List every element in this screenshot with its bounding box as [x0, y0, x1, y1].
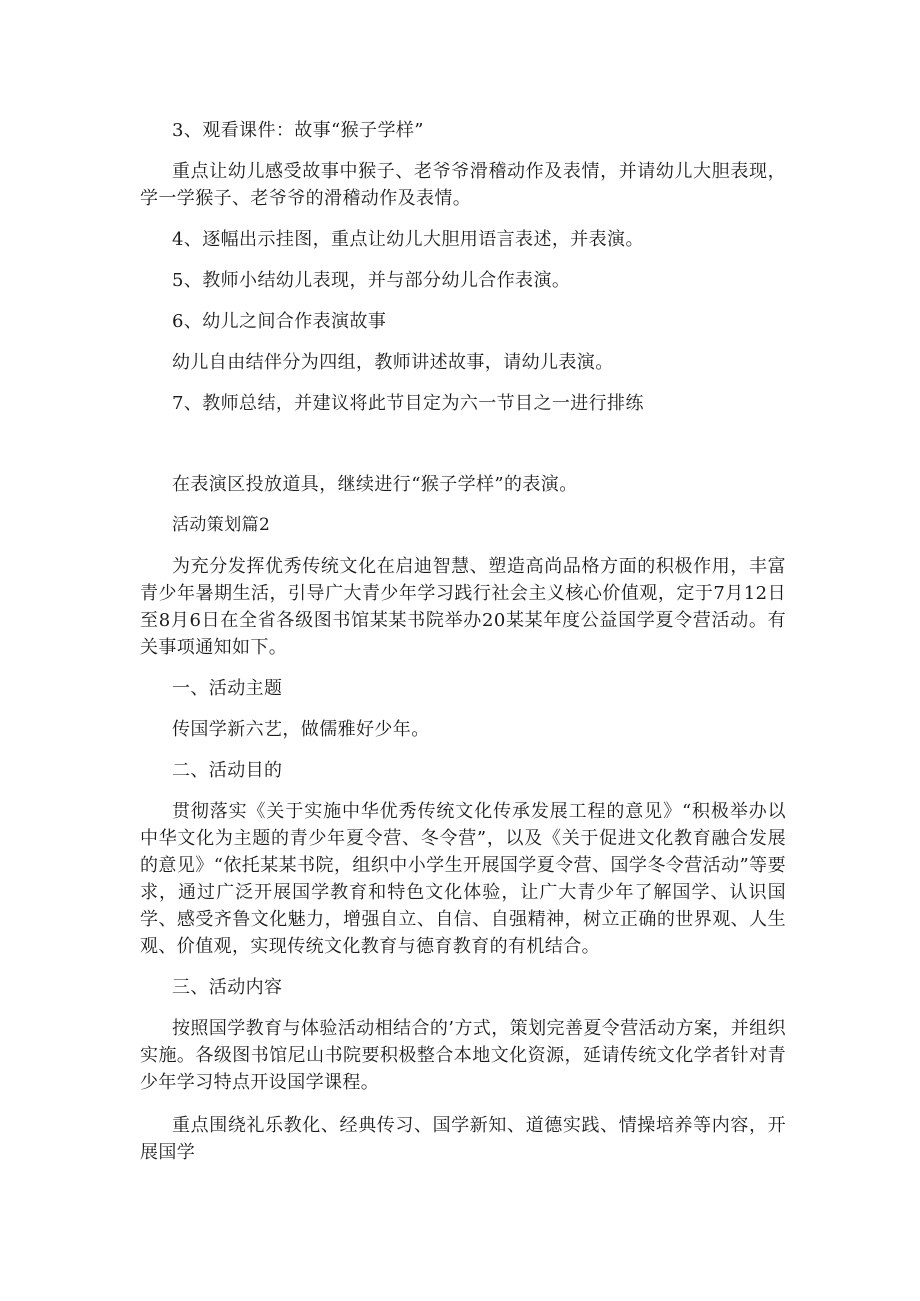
document-body [140, 117, 786, 1166]
step-7: 7、教师总结，并建议将此节目定为六一节目之一进行排练 [172, 393, 644, 414]
heading-theme: 一、活动主题 [172, 678, 283, 699]
step-5: 5、教师小结幼儿表现，并与部分幼儿合作表演。 [172, 270, 571, 291]
intro-paragraph: 为充分发挥优秀传统文化在启迪智慧、塑造高尚品格方面的积极作用，丰富青少年暑期生活，引导广大青少年学习践行社会主义核心价值观，定于7月12日至8月6日在全省各级图书馆某某书院举办20某某年度公益国学夏令营活动。有关事项通知如下。 [140, 556, 786, 658]
step-4: 4、逐幅出示挂图，重点让幼儿大胆用语言表述，并表演。 [172, 229, 644, 250]
content-text-1: 按照国学教育与体验活动相结合的’方式，策划完善夏令营活动方案，并组织实施。各级图书馆尼山书院要积极整合本地文化资源，延请传统文化学者针对青少年学习特点开设国学课程。 [140, 1018, 786, 1093]
section-title: 活动策划篇2 [172, 515, 271, 535]
step-6-detail: 幼儿自由结伴分为四组，教师讲述故事，请幼儿表演。 [172, 352, 614, 373]
step-3-title: 3、观看课件：故事“猴子学样” [172, 120, 424, 141]
heading-purpose: 二、活动目的 [172, 760, 283, 781]
step-3-detail: 重点让幼儿感受故事中猴子、老爷爷滑稽动作及表情，并请幼儿大胆表现，学一学猴子、老爷爷的滑稽动作及表情。 [140, 161, 786, 209]
purpose-text: 贯彻落实《关于实施中华优秀传统文化传承发展工程的意见》“积极举办以中华文化为主题的青少年夏令营、冬令营”，以及《关于促进文化教育融合发展的意见》“依托某某书院，组织中小学生开展国学夏令营、国学冬令营活动”等要求，通过广泛开展国学教育和特色文化体验，让广大青少年了解国学、认识国学、感受齐鲁文化魅力，增强自立、自信、自强精神，树立正确的世界观、人生观、价值观，实现传统文化教育与德育教育的有机结合。 [140, 801, 786, 957]
content-text-2: 重点围绕礼乐教化、经典传习、国学新知、道德实践、情操培养等内容，开展国学 [140, 1115, 786, 1163]
heading-content: 三、活动内容 [172, 977, 283, 998]
theme-text: 传国学新六艺，做儒雅好少年。 [172, 719, 430, 740]
extension-activity: 在表演区投放道具，继续进行“猴子学样”的表演。 [172, 474, 578, 495]
step-6-title: 6、幼儿之间合作表演故事 [172, 311, 387, 332]
